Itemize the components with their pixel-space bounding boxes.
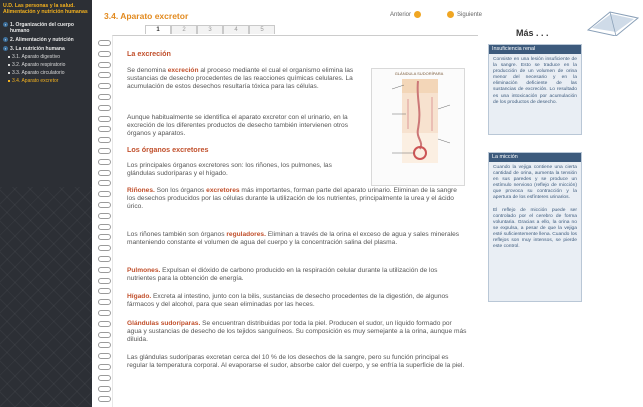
info-box-text: Cuando la vejiga contiene una cierta cantidad de orina, aumenta la tensión en sus paredes y se produce un estímulo nervioso (reflejo de micción) que provoca su contracción y la apertura de los esfínteres urinarios. xyxy=(493,165,577,201)
chevron-down-icon: › xyxy=(4,46,7,52)
sweat-gland-figure xyxy=(371,68,465,186)
keyword: Riñones. xyxy=(127,187,155,194)
spiral-ring xyxy=(98,213,111,219)
sidebar-item-alimentacion[interactable] xyxy=(0,36,92,45)
info-box-insuficiencia xyxy=(488,44,582,135)
sidebar xyxy=(0,0,92,407)
spiral-ring xyxy=(98,288,111,294)
info-box-title: Insuficiencia renal xyxy=(489,45,581,54)
label-line xyxy=(438,139,450,143)
text: más importantes, forman parte del aparato urinario. Eliminan de la sangre los desechos producidos por las células durante la utilización de los nutrientes, principalmente la urea y el ácido úrico. xyxy=(127,187,457,211)
notebook-spiral xyxy=(95,36,113,407)
keyword: Pulmones. xyxy=(127,267,161,274)
paragraph-pulmones xyxy=(127,267,467,283)
spiral-ring xyxy=(98,364,111,370)
chevron-right-icon: › xyxy=(4,22,7,28)
spiral-ring xyxy=(98,202,111,208)
heading-organos: Los órganos excretores xyxy=(127,145,209,154)
label-line xyxy=(438,105,450,109)
paragraph-reguladores xyxy=(127,231,467,247)
tab-page-4[interactable]: 4 xyxy=(223,25,249,34)
spiral-ring xyxy=(98,137,111,143)
spiral-ring xyxy=(98,148,111,154)
bullet-icon xyxy=(8,56,10,58)
sidebar-subitem-label: 3.3. Aparato circulatorio xyxy=(12,70,65,77)
info-box-text: El reflejo de micción puede ser controlado por el cerebro de forma voluntaria. Gracias a ello, la orina no se expulsa, a pesar de que la vejiga esté suficientemente llena. Cuando los reflejos son muy intensos, se pierde este control. xyxy=(493,207,578,250)
text: al proceso mediante el cual el organismo elimina las sustancias de desecho procedentes de las reacciones químicas celulares. La acumulación de estos desechos resultaría tóxica para las células. xyxy=(127,67,354,91)
spiral-ring xyxy=(98,310,111,316)
sidebar-subitem-digestivo[interactable] xyxy=(0,54,92,62)
keyword: Hígado. xyxy=(127,293,152,300)
info-box-title: La micción xyxy=(489,153,581,162)
bullet-icon xyxy=(8,72,10,74)
sidebar-decoration xyxy=(0,187,92,407)
keyword: excretores xyxy=(206,187,240,194)
book-icon xyxy=(580,0,640,36)
keyword: Glándulas sudoríparas. xyxy=(127,320,201,327)
text: Eliminan a través de la orina el exceso de agua y sales minerales manteniendo constante el volumen de agua del cuerpo y la concentración salina del plasma. xyxy=(127,231,460,247)
sidebar-item-label: 3. La nutrición humana xyxy=(10,46,65,53)
previous-label: Anterior xyxy=(390,12,412,19)
sweat-gland-illustration xyxy=(372,69,466,187)
page-tabs xyxy=(145,25,275,34)
sidebar-item-label: 2. Alimentación y nutrición xyxy=(10,37,74,44)
spiral-ring xyxy=(98,191,111,197)
next-button[interactable] xyxy=(444,11,482,18)
sidebar-item-label: 1. Organización del cuerpo humano xyxy=(10,22,74,35)
sidebar-item-organizacion[interactable] xyxy=(0,21,92,36)
spiral-ring xyxy=(98,72,111,78)
tab-page-2[interactable]: 2 xyxy=(171,25,197,34)
tab-page-5[interactable]: 5 xyxy=(249,25,275,34)
more-title: Más . . . xyxy=(516,28,549,38)
sidebar-subitem-label: 3.4. Aparato excretor xyxy=(12,78,59,85)
info-box-text: Consiste en una lesión insuficiente de la sangre. Esto se traduce en la producción de un volumen de orina menor del necesario y en la eliminación deficiente de las sustancias de excreción. Lo resultado es una intoxicación por acumulación de los productos de desecho. xyxy=(493,57,577,105)
spiral-ring xyxy=(98,180,111,186)
previous-button[interactable] xyxy=(390,11,424,18)
sidebar-item-nutricion[interactable] xyxy=(0,45,92,54)
paragraph-higado xyxy=(127,293,467,309)
keyword: reguladores. xyxy=(226,231,266,238)
next-label: Siguiente xyxy=(457,12,483,19)
keyword: excreción xyxy=(167,67,199,74)
chevron-right-icon: › xyxy=(4,37,7,43)
spiral-ring xyxy=(98,62,111,68)
spiral-ring xyxy=(98,40,111,46)
spiral-ring xyxy=(98,116,111,122)
text: Expulsan el dióxido de carbono producido en la respiración celular durante la utilización de los nutrientes para la obtención de energía. xyxy=(127,267,438,283)
bullet-icon xyxy=(8,80,10,82)
unit-title: U.D. Las personas y la salud. Alimentación y nutrición humanas xyxy=(3,3,88,16)
spiral-ring xyxy=(98,278,111,284)
info-box-miccion xyxy=(488,152,582,302)
spiral-ring xyxy=(98,386,111,392)
text: Se denomina xyxy=(127,67,168,74)
sidebar-subitem-respiratorio[interactable] xyxy=(0,62,92,70)
heading-excrecion: La excreción xyxy=(127,49,171,58)
text: Excreta al intestino, junto con la bilis, sustancias de desecho procedentes de la digestión, de algunos fármacos y del alcohol, para que sean eliminadas por las heces. xyxy=(127,293,449,309)
spiral-ring xyxy=(98,299,111,305)
skin-surface xyxy=(402,79,438,93)
spiral-ring xyxy=(98,256,111,262)
text: Los riñones también son órganos xyxy=(127,231,227,238)
figure-title: GLÁNDULA SUDORÍPARA xyxy=(394,71,444,76)
spiral-ring xyxy=(98,396,111,402)
previous-icon xyxy=(414,11,421,18)
spiral-ring xyxy=(98,375,111,381)
spiral-ring xyxy=(98,170,111,176)
bullet-icon xyxy=(8,64,10,66)
spiral-ring xyxy=(98,51,111,57)
spiral-ring xyxy=(98,353,111,359)
paragraph-glandulas xyxy=(127,320,467,344)
spiral-ring xyxy=(98,126,111,132)
tab-page-1[interactable]: 1 xyxy=(145,25,171,34)
paragraph-organos: Los principales órganos excretores son: los riñones, los pulmones, las glándulas sudoríparas y el hígado. xyxy=(127,162,332,178)
sidebar-menu xyxy=(0,21,92,86)
text: Son los órganos xyxy=(154,187,207,194)
spiral-ring xyxy=(98,83,111,89)
spiral-ring xyxy=(98,321,111,327)
spiral-ring xyxy=(98,234,111,240)
text: Se encuentran distribuidas por toda la piel. Producen el sudor, un líquido formado por agua y sustancias de desecho de los tejidos sanguíneos. Su composición es muy semejante a la orina, aunque más diluida. xyxy=(127,320,467,344)
sidebar-subitem-label: 3.1. Aparato digestivo xyxy=(12,54,61,61)
paragraph-rinones xyxy=(127,187,467,211)
page-title: 3.4. Aparato excretor xyxy=(104,11,189,21)
spiral-ring xyxy=(98,94,111,100)
sidebar-subitem-excretor[interactable] xyxy=(0,78,92,86)
next-icon xyxy=(447,11,454,18)
paragraph-excrecion xyxy=(127,67,357,91)
spiral-ring xyxy=(98,159,111,165)
spiral-ring xyxy=(98,332,111,338)
paragraph-aparato: Aunque habitualmente se identifica el aparato excretor con el urinario, en la excreción de los diferentes productos de desecho también intervienen otros órganos y aparatos. xyxy=(127,114,349,138)
spiral-ring xyxy=(98,224,111,230)
spiral-ring xyxy=(98,267,111,273)
sidebar-subitem-circulatorio[interactable] xyxy=(0,70,92,78)
tab-page-3[interactable]: 3 xyxy=(197,25,223,34)
spiral-ring xyxy=(98,342,111,348)
spiral-ring xyxy=(98,245,111,251)
paragraph-temperatura: Las glándulas sudoríparas excretan cerca del 10 % de los desechos de la sangre, pero su función principal es regular la temperatura corporal. Al evaporarse el sudor, absorbe calor del cuerpo, y se enfría la superficie de la piel. xyxy=(127,354,465,370)
sidebar-subitem-label: 3.2. Aparato respiratorio xyxy=(12,62,66,69)
spiral-ring xyxy=(98,105,111,111)
